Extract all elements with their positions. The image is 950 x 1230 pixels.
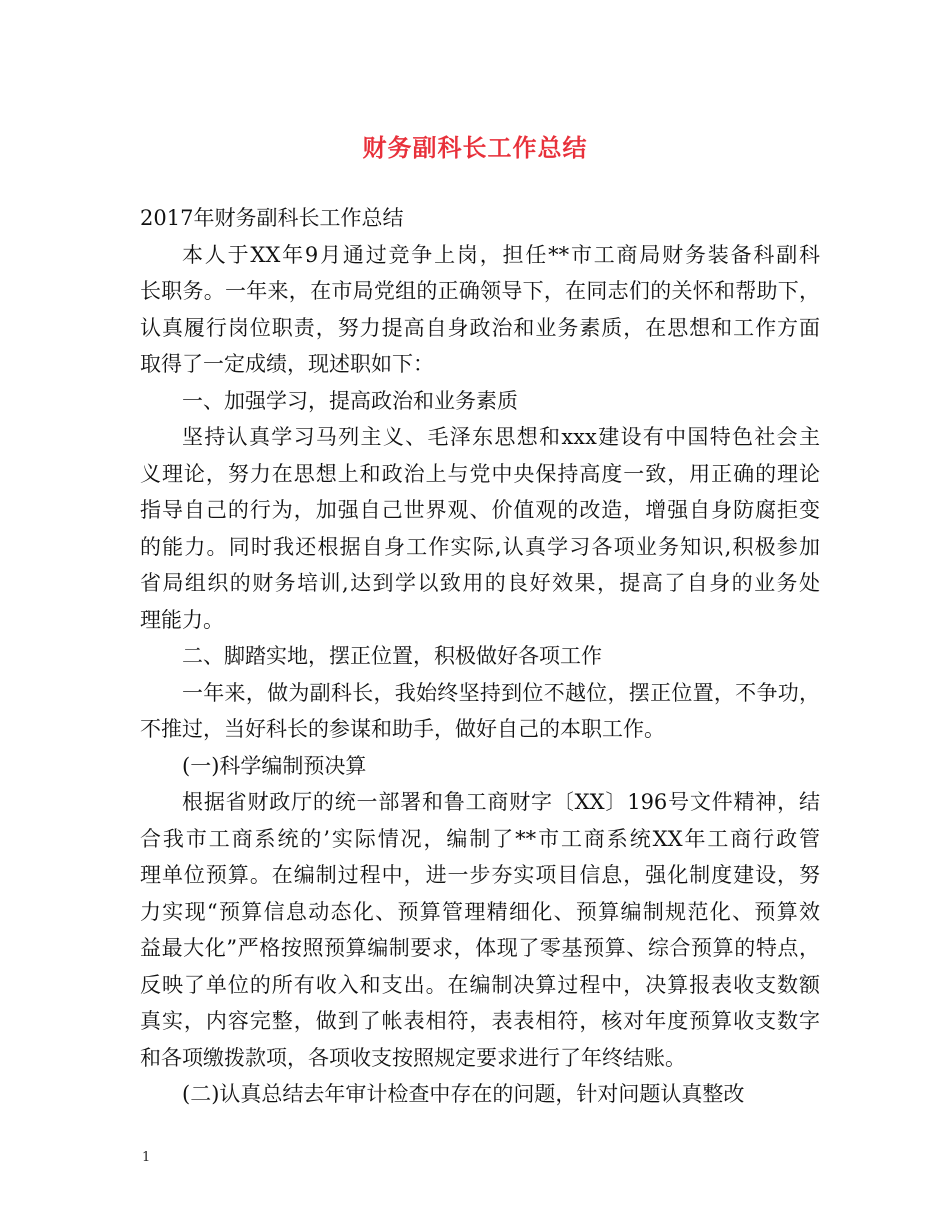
paragraph-line: 坚持认真学习马列主义、毛泽东思想和xxx建设有中国特色社会主: [182, 425, 820, 449]
page-number: 1: [142, 1150, 151, 1165]
section-heading: 二、脚踏实地，摆正位置，积极做好各项工作: [182, 644, 602, 668]
paragraph-line: 长职务。一年来，在市局党组的正确领导下，在同志们的关怀和帮助下，: [140, 279, 820, 303]
paragraph-line: 指导自己的行为，加强自己世界观、价值观的改造，增强自身防腐拒变: [140, 498, 820, 522]
subtitle-line: 2017年财务副科长工作总结: [140, 206, 404, 230]
paragraph-line: 理能力。: [140, 607, 224, 632]
paragraph-line: 和各项缴拨款项，各项收支按照规定要求进行了年终结账。: [140, 1045, 686, 1070]
paragraph-line: 省局组织的财务培训,达到学以致用的良好效果，提高了自身的业务处: [140, 571, 820, 595]
paragraph-line: 取得了一定成绩，现述职如下：: [140, 352, 434, 376]
paragraph-line: 力实现“预算信息动态化、预算管理精细化、预算编制规范化、预算效: [140, 899, 820, 924]
paragraph-line: 真实，内容完整，做到了帐表相符，表表相符，核对年度预算收支数字: [140, 1009, 820, 1033]
paragraph-line: 义理论，努力在思想上和政治上与党中央保持高度一致，用正确的理论: [140, 461, 820, 486]
paragraph-line: 的能力。同时我还根据自身工作实际,认真学习各项业务知识,积极参加: [140, 534, 820, 559]
paragraph-line: 根据省财政厅的统一部署和鲁工商财字〔XX〕196号文件精神，结: [182, 790, 820, 814]
paragraph-line: 认真履行岗位职责，努力提高自身政治和业务素质，在思想和工作方面: [140, 315, 820, 340]
document-body: [140, 200, 820, 1113]
paragraph-line: 反映了单位的所有收入和支出。在编制决算过程中，决算报表收支数额: [140, 972, 820, 997]
paragraph-line: 益最大化”严格按照预算编制要求，体现了零基预算、综合预算的特点，: [140, 936, 820, 960]
paragraph-line: 合我市工商系统的’实际情况，编制了**市工商系统XX年工商行政管: [140, 826, 820, 851]
paragraph-line: 不推过，当好科长的参谋和助手，做好自己的本职工作。: [140, 717, 665, 741]
paragraph-line: 一年来，做为副科长，我始终坚持到位不越位，摆正位置，不争功，: [182, 680, 820, 705]
subsection-heading: (一)科学编制预决算: [182, 753, 367, 778]
subsection-heading: (二)认真总结去年审计检查中存在的问题，针对问题认真整改: [182, 1082, 745, 1106]
section-heading: 一、加强学习，提高政治和业务素质: [182, 388, 518, 413]
paragraph-line: 理单位预算。在编制过程中，进一步夯实项目信息，强化制度建设，努: [140, 863, 820, 887]
document-title: 财务副科长工作总结: [362, 133, 588, 162]
paragraph-line: 本人于XX年9月通过竞争上岗，担任**市工商局财务装备科副科: [182, 242, 820, 267]
